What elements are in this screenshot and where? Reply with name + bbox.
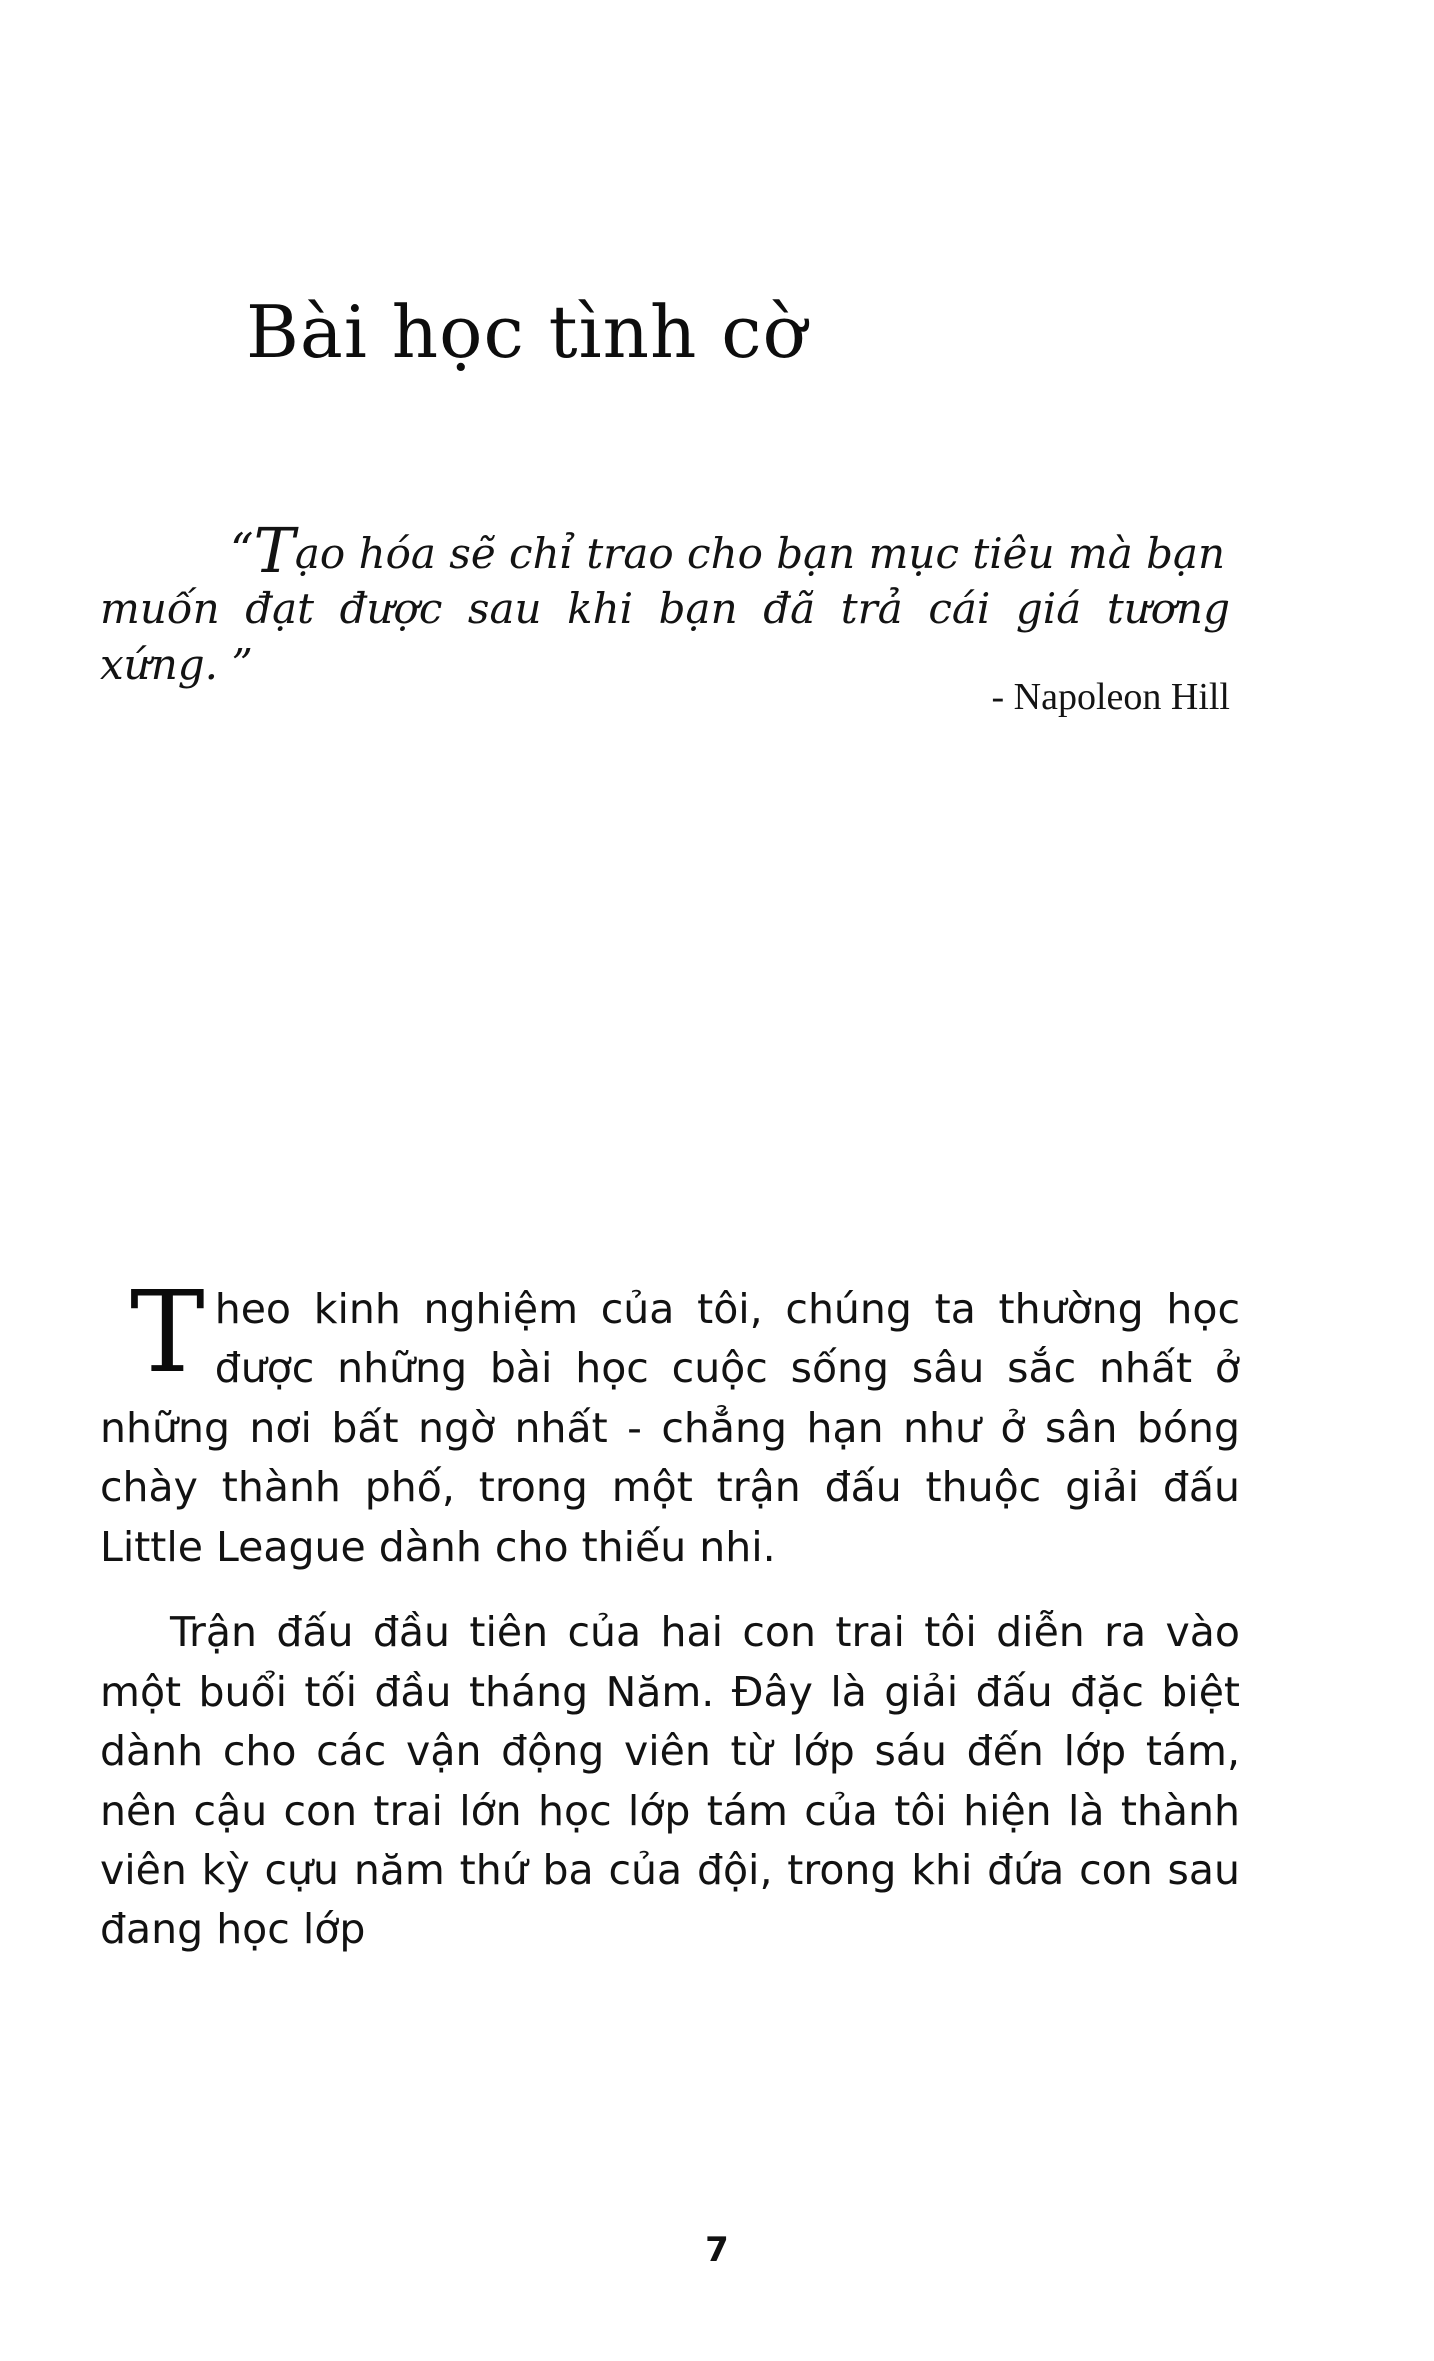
epigraph-line-1-text: ạo hóa sẽ chỉ trao cho bạn mục tiêu mà bạn [294, 529, 1226, 578]
body-text [100, 1268, 1240, 1986]
epigraph-line-2: muốn đạt được sau khi bạn đã trả cái giá tương xứng. ” [100, 584, 1230, 689]
page-number: 7 [705, 2230, 729, 2270]
paragraph-2: Trận đấu đầu tiên của hai con trai tôi diễn ra vào một buổi tối đầu tháng Năm. Đây là giải đấu đặc biệt dành cho các vận động viên từ lớp sáu đến lớp tám, nên cậu con trai lớn học lớp tám của tôi hiện là thành viên kỳ cựu năm thứ ba của đội, trong khi đứa con sau đang học lớp [100, 1608, 1240, 1954]
page-title: Bài học tình cờ [246, 290, 807, 375]
epigraph-line-1 [100, 514, 1230, 587]
paragraph-1-text: heo kinh nghiệm của tôi, chúng ta thường học được những bài học cuộc sống sâu sắc nhất ở những nơi bất ngờ nhất - chẳng hạn như ở sân bóng chày thành phố, trong một trận đấu thuộc giải đấu Little League dành cho thiếu nhi. [100, 1285, 1240, 1571]
opening-quote-mark: “ [230, 523, 254, 577]
epigraph-initial-letter: T [253, 514, 295, 587]
epigraph-attribution: - Napoleon Hill [991, 676, 1230, 718]
paragraph-dropcap: T [130, 1268, 205, 1398]
paragraph-1 [100, 1268, 1240, 1577]
epigraph-quote [100, 514, 1230, 692]
